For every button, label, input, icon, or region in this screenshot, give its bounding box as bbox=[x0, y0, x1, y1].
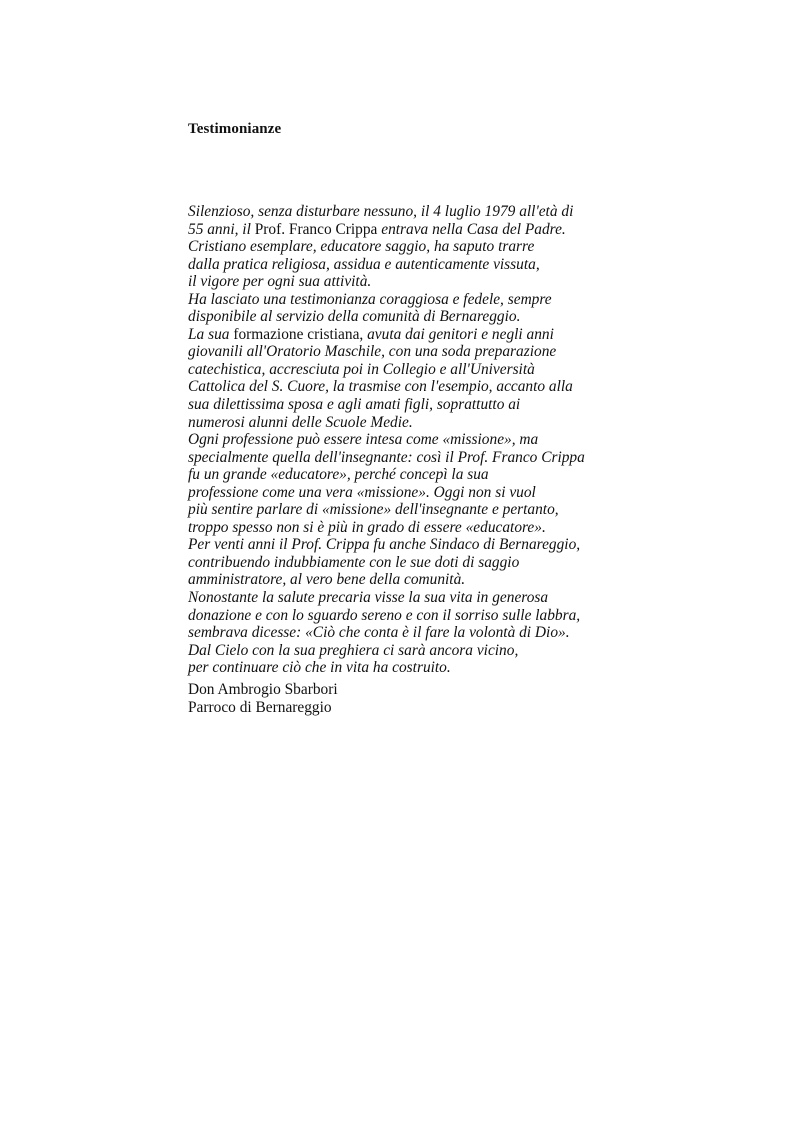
text-line bbox=[188, 291, 628, 309]
text-run: dalla pratica religiosa, assidua e autenticamente vissuta, bbox=[188, 255, 540, 273]
text-run: fu un grande «educatore», perché concepì la sua bbox=[188, 466, 489, 484]
text-line bbox=[188, 326, 628, 344]
text-line bbox=[188, 273, 628, 291]
text-run: formazione cristiana, bbox=[233, 325, 364, 343]
text-run: La sua bbox=[188, 325, 234, 343]
text-line bbox=[188, 519, 628, 537]
text-line bbox=[188, 589, 628, 607]
section-heading: Testimonianze bbox=[188, 121, 282, 137]
text-line bbox=[188, 238, 628, 256]
text-line bbox=[188, 203, 628, 221]
text-line bbox=[188, 624, 628, 642]
text-line bbox=[188, 607, 628, 625]
signature-block bbox=[188, 681, 338, 717]
signature-name: Don Ambrogio Sbarbori bbox=[188, 681, 338, 698]
text-run: Dal Cielo con la sua preghiera ci sarà ancora vicino, bbox=[188, 641, 519, 659]
text-line bbox=[188, 396, 628, 414]
text-line bbox=[188, 414, 628, 432]
text-run: giovanili all'Oratorio Maschile, con una soda preparazione bbox=[188, 343, 557, 361]
text-run: Cristiano esemplare, educatore saggio, ha saputo trarre bbox=[188, 238, 535, 256]
text-line bbox=[188, 642, 628, 660]
testimony-text bbox=[188, 203, 628, 677]
text-run: Ogni professione può essere intesa come «missione», ma bbox=[188, 431, 539, 449]
text-line bbox=[188, 343, 628, 361]
text-run: sua dilettissima sposa e agli amati figli, soprattutto ai bbox=[188, 396, 521, 414]
text-run: avuta dai genitori e negli anni bbox=[363, 325, 554, 343]
signature-role: Parroco di Bernareggio bbox=[188, 699, 332, 716]
text-run: Prof. Franco Crippa bbox=[254, 220, 378, 238]
text-run: professione come una vera «missione». Oggi non si vuol bbox=[188, 483, 536, 501]
text-run: entrava nella Casa del Padre. bbox=[377, 220, 566, 238]
text-line bbox=[188, 378, 628, 396]
text-line bbox=[188, 449, 628, 467]
text-line bbox=[188, 256, 628, 274]
text-run: Silenzioso, senza disturbare nessuno, il 4 luglio 1979 all'età di bbox=[188, 203, 574, 220]
text-run: Ha lasciato una testimonianza coraggiosa e fedele, sempre bbox=[188, 290, 552, 308]
text-run: catechistica, accresciuta poi in Collegio e all'Università bbox=[188, 360, 535, 378]
text-line bbox=[188, 431, 628, 449]
text-line bbox=[188, 361, 628, 379]
text-line bbox=[188, 484, 628, 502]
text-line bbox=[188, 501, 628, 519]
text-run: troppo spesso non si è più in grado di essere «educatore». bbox=[188, 518, 546, 536]
text-run: 55 anni, il bbox=[188, 220, 255, 238]
text-run: amministratore, al vero bene della comunità. bbox=[188, 571, 466, 589]
text-line bbox=[188, 308, 628, 326]
text-run: numerosi alunni delle Scuole Medie. bbox=[188, 413, 413, 431]
text-run: Nonostante la salute precaria visse la sua vita in generosa bbox=[188, 589, 549, 607]
text-line bbox=[188, 659, 628, 677]
text-line bbox=[188, 554, 628, 572]
text-run: per continuare ciò che in vita ha costruito. bbox=[188, 659, 451, 677]
text-run: contribuendo indubbiamente con le sue doti di saggio bbox=[188, 553, 520, 571]
text-line bbox=[188, 571, 628, 589]
text-line bbox=[188, 466, 628, 484]
text-run: più sentire parlare di «missione» dell'insegnante e pertanto, bbox=[188, 501, 559, 519]
text-run: donazione e con lo sguardo sereno e con il sorriso sulle labbra, bbox=[188, 606, 581, 624]
text-run: Per venti anni il Prof. Crippa fu anche Sindaco di Bernareggio, bbox=[188, 536, 581, 554]
text-line bbox=[188, 221, 628, 239]
text-run: specialmente quella dell'insegnante: così il Prof. Franco Crippa bbox=[188, 448, 585, 466]
text-run: sembrava dicesse: «Ciò che conta è il fare la volontà di Dio». bbox=[188, 624, 570, 642]
text-run: Cattolica del S. Cuore, la trasmise con l'esempio, accanto alla bbox=[188, 378, 573, 396]
text-run: disponibile al servizio della comunità di Bernareggio. bbox=[188, 308, 521, 326]
text-line bbox=[188, 536, 628, 554]
text-run: il vigore per ogni sua attività. bbox=[188, 273, 372, 291]
